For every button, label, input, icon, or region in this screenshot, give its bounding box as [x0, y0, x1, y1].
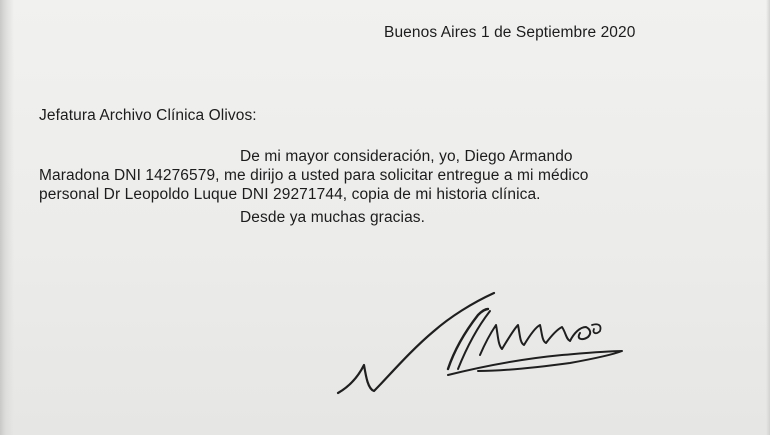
body-line-1: De mi mayor consideración, yo, Diego Armando [240, 148, 573, 165]
letter-addressee: Jefatura Archivo Clínica Olivos: [39, 107, 257, 124]
body-line-2: Maradona DNI 14276579, me dirijo a usted para solicitar entregue a mi médico [39, 167, 589, 184]
paper-shadow-edge [0, 0, 14, 435]
handwritten-signature [330, 285, 630, 405]
paper-right-edge [766, 0, 770, 435]
body-line-3: personal Dr Leopoldo Luque DNI 29271744, copia de mi historia clínica. [39, 186, 541, 203]
letter-date: Buenos Aires 1 de Septiembre 2020 [384, 24, 636, 41]
body-line-4: Desde ya muchas gracias. [240, 209, 426, 226]
